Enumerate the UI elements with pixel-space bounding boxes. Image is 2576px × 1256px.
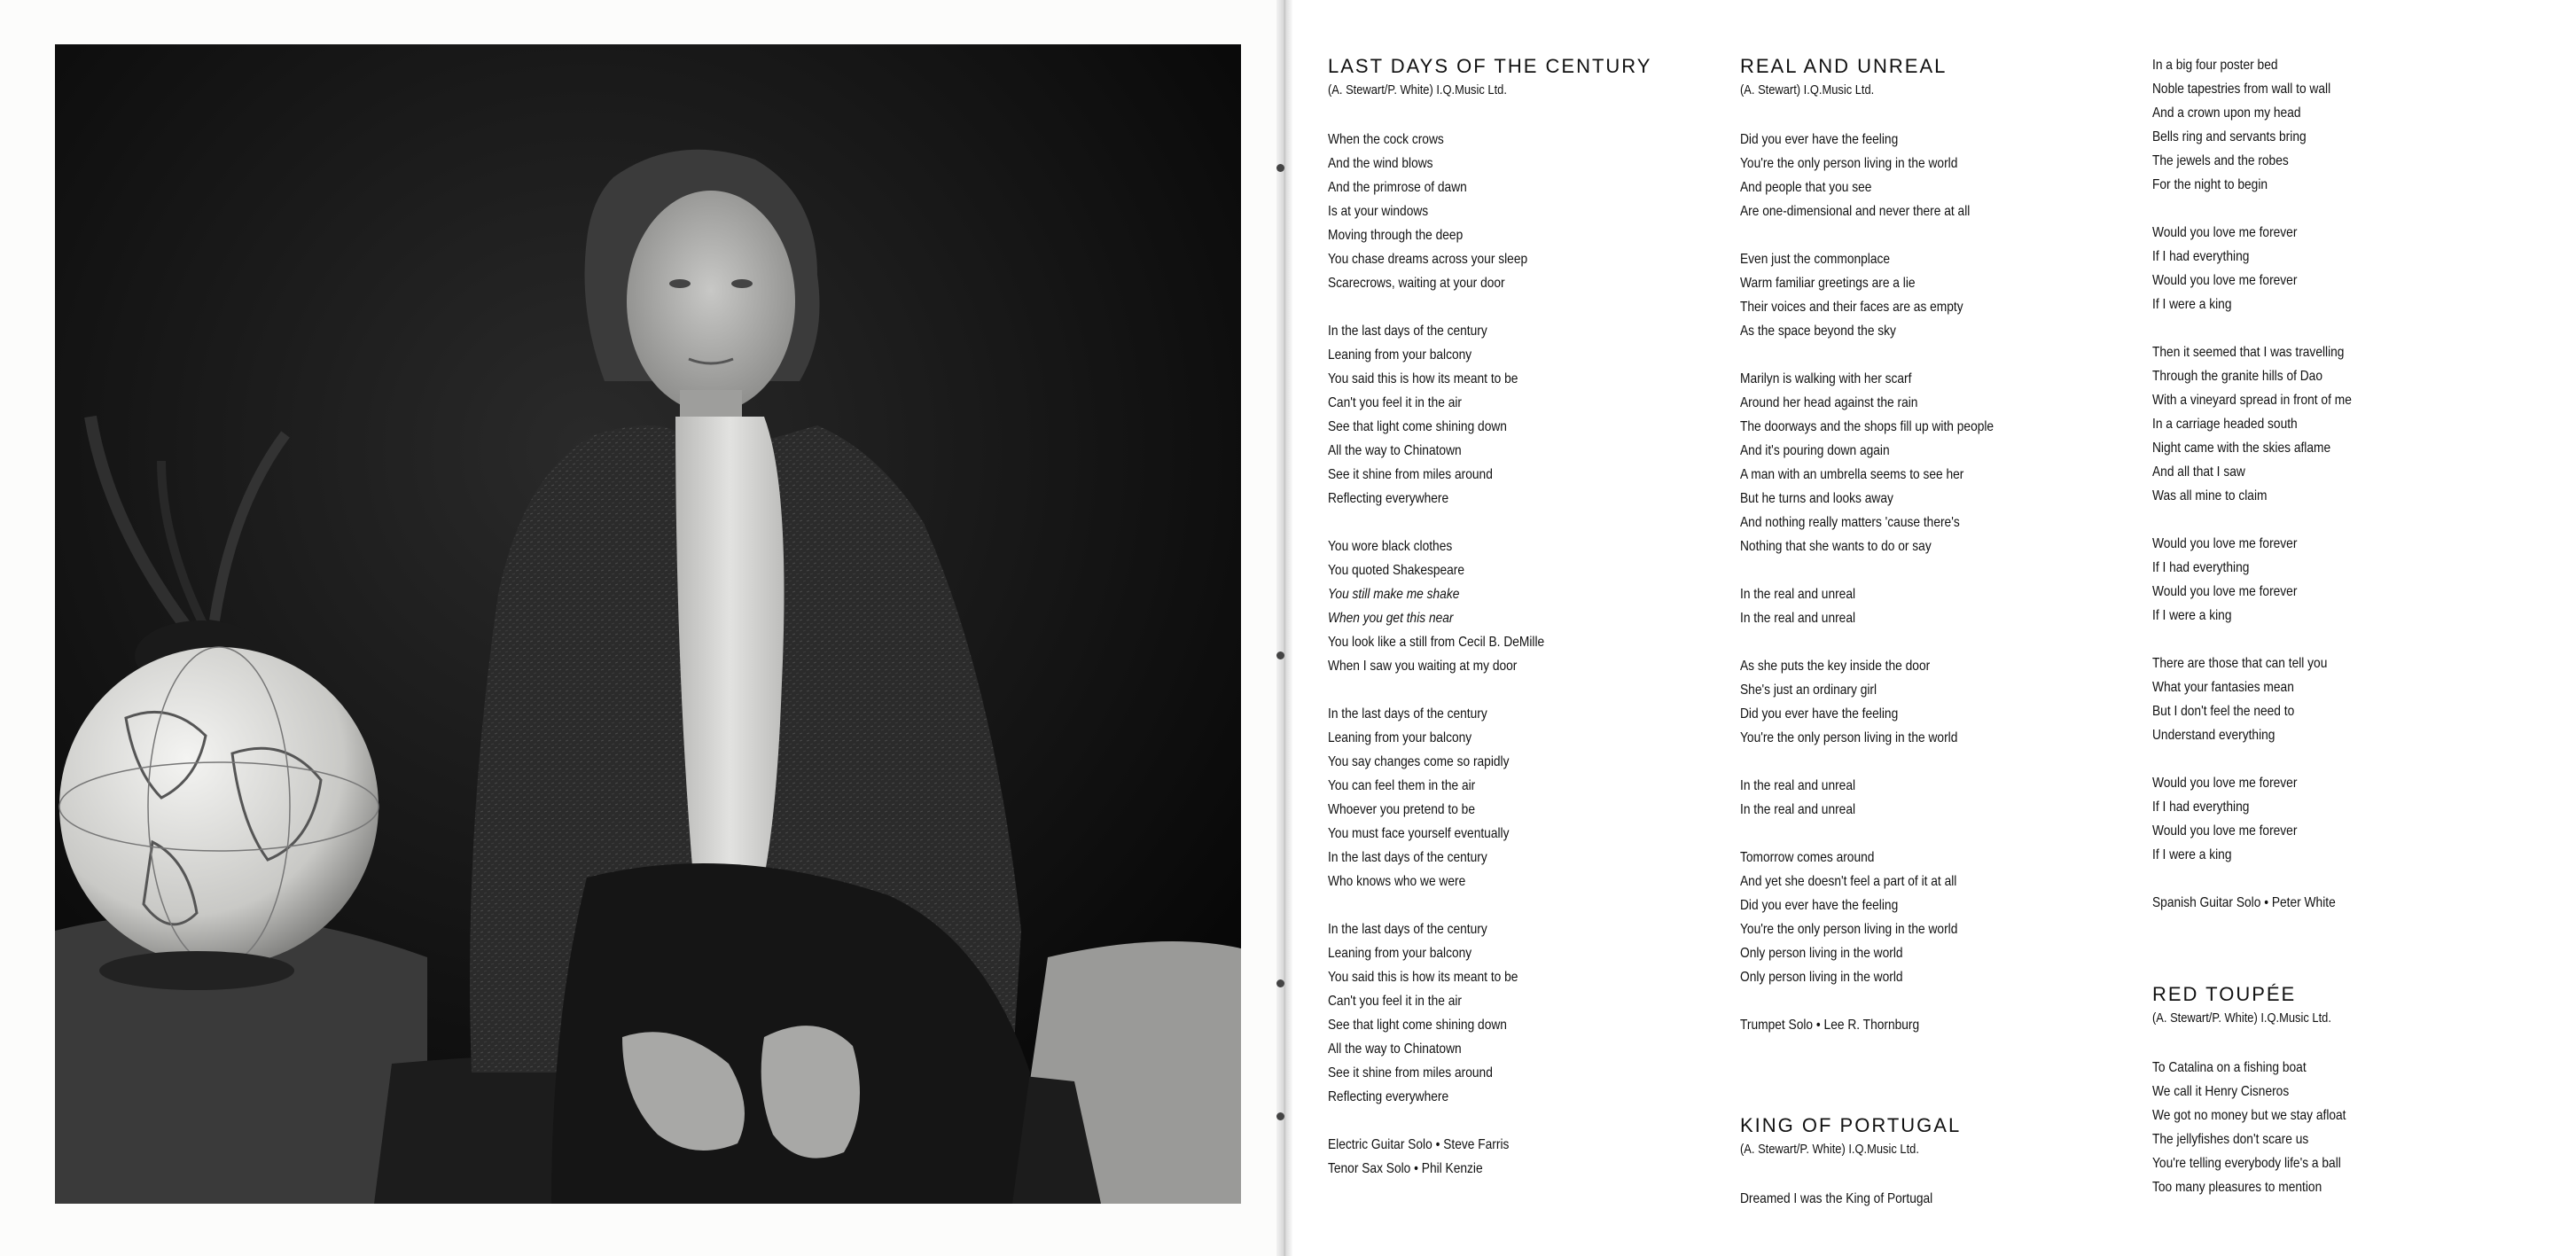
portrait-photo (55, 44, 1241, 1204)
lyric-line: In a carriage headed south (2152, 417, 2298, 432)
lyric-line: You're the only person living in the world (1740, 156, 1958, 171)
stanza (2152, 340, 2542, 508)
stanza (2152, 651, 2542, 747)
lyric-line: Through the granite hills of Dao (2152, 369, 2322, 384)
stanza (2152, 532, 2542, 628)
lyric-line: Whoever you pretend to be (1328, 802, 1475, 817)
stanza (1740, 367, 2130, 558)
lyric-line: When I saw you waiting at my door (1328, 659, 1518, 674)
lyric-line: You must face yourself eventually (1328, 826, 1510, 841)
solo-credits (1328, 1133, 1718, 1181)
lyric-line: Noble tapestries from wall to wall (2152, 82, 2331, 97)
stanza (2152, 53, 2542, 197)
lyric-line: Can't you feel it in the air (1328, 994, 1463, 1009)
lyric-line: If I had everything (2152, 800, 2250, 815)
lyric-line: In the real and unreal (1740, 778, 1856, 793)
stanza (1740, 654, 2130, 750)
stanza (1740, 774, 2130, 822)
lyric-line: You chase dreams across your sleep (1328, 252, 1528, 267)
lyric-line: With a vineyard spread in front of me (2152, 393, 2352, 408)
song-credit: (A. Stewart/P. White) I.Q.Music Ltd. (1740, 1142, 1919, 1157)
lyric-line: Would you love me forever (2152, 584, 2298, 599)
lyric-line: In the last days of the century (1328, 324, 1487, 339)
solo-credit: Tenor Sax Solo • Phil Kenzie (1328, 1161, 1483, 1176)
lyric-line: Would you love me forever (2152, 823, 2298, 839)
lyric-line: Only person living in the world (1740, 970, 1903, 985)
lyric-line: You still make me shake (1328, 587, 1460, 602)
lyric-line: As the space beyond the sky (1740, 324, 1896, 339)
solo-credit: Spanish Guitar Solo • Peter White (2152, 895, 2336, 910)
lyric-line: She's just an ordinary girl (1740, 683, 1877, 698)
photo-page (0, 0, 1276, 1256)
lyric-line: There are those that can tell you (2152, 656, 2328, 671)
stanza (1328, 534, 1718, 678)
lyric-line: And people that you see (1740, 180, 1872, 195)
lyrics-column-2 (1740, 53, 2130, 1235)
binding-hole (1276, 651, 1284, 659)
lyric-line: Did you ever have the feeling (1740, 898, 1899, 913)
song-credit: (A. Stewart/P. White) I.Q.Music Ltd. (2152, 1010, 2331, 1026)
lyric-line: If I were a king (2152, 847, 2232, 862)
lyric-line: Only person living in the world (1740, 946, 1903, 961)
lyric-line: If I had everything (2152, 560, 2250, 575)
lyric-line: If I had everything (2152, 249, 2250, 264)
song-title: RED TOUPÉE (2152, 983, 2297, 1005)
lyric-line: You say changes come so rapidly (1328, 754, 1510, 769)
lyric-line: And nothing really matters 'cause there's (1740, 515, 1960, 530)
stanza (1328, 702, 1718, 893)
lyric-line: When you get this near (1328, 611, 1454, 626)
stanza (1740, 846, 2130, 989)
lyric-line: You're the only person living in the world (1740, 730, 1958, 745)
song-title: REAL AND UNREAL (1740, 55, 1948, 77)
lyric-line: Did you ever have the feeling (1740, 706, 1899, 722)
lyric-line: Moving through the deep (1328, 228, 1464, 243)
lyric-line: You can feel them in the air (1328, 778, 1476, 793)
lyric-line: Then it seemed that I was travelling (2152, 345, 2345, 360)
stanza (1328, 319, 1718, 511)
lyric-line: Understand everything (2152, 728, 2275, 743)
lyric-line: Did you ever have the feeling (1740, 132, 1899, 147)
lyric-line: All the way to Chinatown (1328, 443, 1462, 458)
solo-credits (2152, 891, 2542, 915)
lyric-line: In the real and unreal (1740, 802, 1856, 817)
lyric-line: And yet she doesn't feel a part of it at all (1740, 874, 1957, 889)
binding-hole (1276, 1112, 1284, 1120)
lyric-line: As she puts the key inside the door (1740, 659, 1931, 674)
lyric-line: Would you love me forever (2152, 225, 2298, 240)
lyric-line: Nothing that she wants to do or say (1740, 539, 1932, 554)
lyric-line: What your fantasies mean (2152, 680, 2294, 695)
song-title: LAST DAYS OF THE CENTURY (1328, 55, 1652, 77)
lyric-line: Warm familiar greetings are a lie (1740, 276, 1916, 291)
stanza (1328, 917, 1718, 1109)
lyric-line: You said this is how its meant to be (1328, 371, 1518, 386)
stanza (1740, 1187, 2130, 1211)
lyric-line: And it's pouring down again (1740, 443, 1890, 458)
lyric-line: You quoted Shakespeare (1328, 563, 1465, 578)
lyric-line: In a big four poster bed (2152, 58, 2278, 73)
solo-credits (1740, 1013, 2130, 1037)
lyric-line: Tomorrow comes around (1740, 850, 1875, 865)
lyric-line: A man with an umbrella seems to see her (1740, 467, 1964, 482)
lyric-line: See that light come shining down (1328, 419, 1507, 434)
lyric-line: In the last days of the century (1328, 850, 1487, 865)
lyric-line: See that light come shining down (1328, 1018, 1507, 1033)
lyric-line: But I don't feel the need to (2152, 704, 2295, 719)
lyric-line: All the way to Chinatown (1328, 1041, 1462, 1057)
lyric-line: But he turns and looks away (1740, 491, 1893, 506)
lyric-line: You wore black clothes (1328, 539, 1453, 554)
lyric-line: The jellyfishes don't scare us (2152, 1132, 2309, 1147)
stanza (1328, 128, 1718, 295)
lyric-line: If I were a king (2152, 608, 2232, 623)
lyric-line: Can't you feel it in the air (1328, 395, 1463, 410)
lyric-line: To Catalina on a fishing boat (2152, 1060, 2307, 1075)
lyric-line: Who knows who we were (1328, 874, 1466, 889)
lyric-line: Night came with the skies aflame (2152, 441, 2331, 456)
song-credit: (A. Stewart) I.Q.Music Ltd. (1740, 82, 1875, 98)
lyric-line: See it shine from miles around (1328, 467, 1493, 482)
lyric-line: And the wind blows (1328, 156, 1433, 171)
lyric-line: We got no money but we stay afloat (2152, 1108, 2346, 1123)
book-gutter (1276, 0, 1292, 1256)
stanza (2152, 221, 2542, 316)
lyric-line: If I were a king (2152, 297, 2232, 312)
lyric-line: Reflecting everywhere (1328, 1089, 1449, 1104)
lyric-line: Leaning from your balcony (1328, 730, 1472, 745)
lyric-line: You're telling everybody life's a ball (2152, 1156, 2341, 1171)
solo-credit: Trumpet Solo • Lee R. Thornburg (1740, 1018, 1920, 1033)
solo-credit: Electric Guitar Solo • Steve Farris (1328, 1137, 1510, 1152)
lyric-line: Around her head against the rain (1740, 395, 1918, 410)
lyric-line: Are one-dimensional and never there at all (1740, 204, 1971, 219)
song-credit: (A. Stewart/P. White) I.Q.Music Ltd. (1328, 82, 1507, 98)
stanza (1740, 582, 2130, 630)
lyric-line: For the night to begin (2152, 177, 2268, 192)
lyric-line: You're the only person living in the world (1740, 922, 1958, 937)
lyrics-column-1 (1328, 53, 1718, 1181)
song-title: KING OF PORTUGAL (1740, 1114, 1962, 1136)
lyric-line: The jewels and the robes (2152, 153, 2289, 168)
lyric-line: When the cock crows (1328, 132, 1444, 147)
lyric-line: In the last days of the century (1328, 922, 1487, 937)
stanza (1740, 128, 2130, 223)
lyric-line: Dreamed I was the King of Portugal (1740, 1191, 1933, 1206)
lyric-line: Too many pleasures to mention (2152, 1180, 2322, 1195)
stanza (2152, 1056, 2542, 1199)
lyric-line: Would you love me forever (2152, 776, 2298, 791)
lyric-line: Leaning from your balcony (1328, 347, 1472, 363)
lyric-line: Reflecting everywhere (1328, 491, 1449, 506)
lyric-line: Would you love me forever (2152, 273, 2298, 288)
binding-hole (1276, 164, 1284, 172)
stanza (2152, 771, 2542, 867)
lyric-line: In the last days of the century (1328, 706, 1487, 722)
lyric-line: Leaning from your balcony (1328, 946, 1472, 961)
lyric-line: Even just the commonplace (1740, 252, 1891, 267)
lyric-line: We call it Henry Cisneros (2152, 1084, 2290, 1099)
lyric-line: And all that I saw (2152, 464, 2245, 480)
lyric-line: And a crown upon my head (2152, 105, 2301, 121)
lyric-line: The doorways and the shops fill up with people (1740, 419, 1994, 434)
lyric-line: Is at your windows (1328, 204, 1429, 219)
lyric-line: In the real and unreal (1740, 611, 1856, 626)
lyric-line: And the primrose of dawn (1328, 180, 1467, 195)
lyric-line: Was all mine to claim (2152, 488, 2268, 503)
lyric-line: Would you love me forever (2152, 536, 2298, 551)
lyric-line: You said this is how its meant to be (1328, 970, 1518, 985)
binding-hole (1276, 979, 1284, 987)
lyric-line: You look like a still from Cecil B. DeMille (1328, 635, 1545, 650)
lyrics-column-3 (2152, 53, 2542, 1223)
lyric-line: See it shine from miles around (1328, 1065, 1493, 1080)
lyric-line: Marilyn is walking with her scarf (1740, 371, 1912, 386)
stanza (1740, 247, 2130, 343)
lyric-line: Bells ring and servants bring (2152, 129, 2307, 144)
lyric-line: In the real and unreal (1740, 587, 1856, 602)
lyric-line: Their voices and their faces are as empty (1740, 300, 1963, 315)
lyric-line: Scarecrows, waiting at your door (1328, 276, 1505, 291)
